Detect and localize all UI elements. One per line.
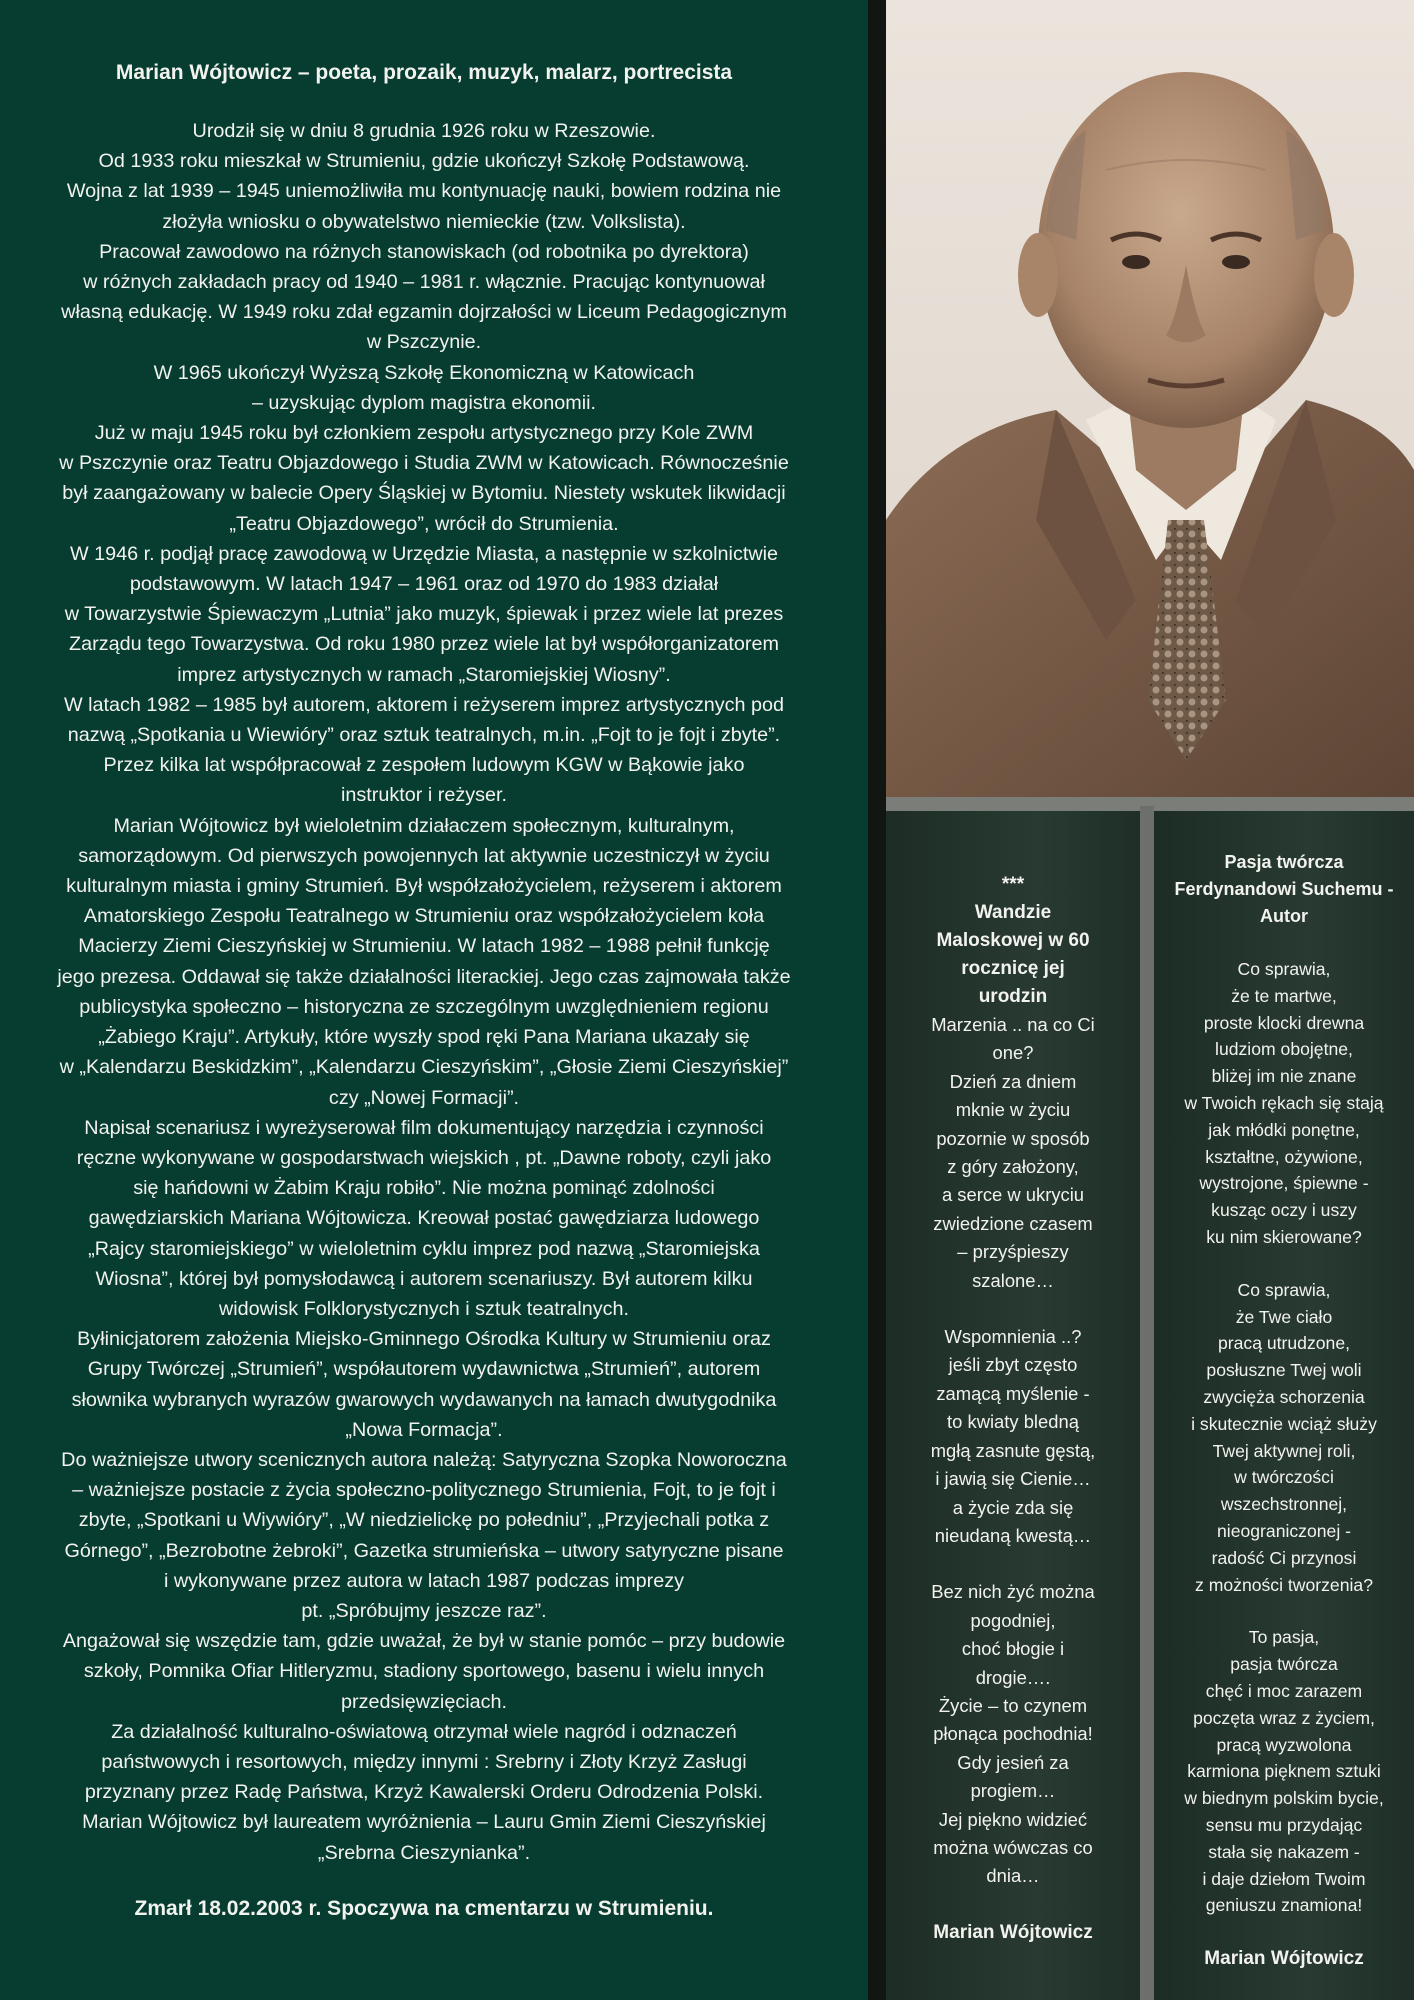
biography-line: przyznany przez Radę Państwa, Krzyż Kawalerski Orderu Odrodzenia Polski. bbox=[84, 1781, 764, 1804]
biography-line: nazwą „Spotkania u Wiewióry” oraz sztuk teatralnych, m.in. „Fojt to je fojt i zbyte”. bbox=[67, 724, 781, 747]
biography-line: Zarządu tego Towarzystwa. Od roku 1980 przez wiele lat był współorganizatorem bbox=[69, 633, 779, 656]
biography-line: w Towarzystwie Śpiewaczym „Lutnia” jako muzyk, śpiewak i przez wiele lat prezes bbox=[64, 603, 784, 626]
biography-line: pt. „Spróbujmy jeszcze raz”. bbox=[301, 1599, 547, 1622]
biography-line: Marian Wójtowicz był wieloletnim działaczem społecznym, kulturalnym, bbox=[113, 814, 735, 837]
biography-line: przedsięwzięciach. bbox=[340, 1690, 508, 1713]
biography-line: w „Kalendarzu Beskidzkim”, „Kalendarzu Cieszyńskim”, „Głosie Ziemi Cieszyńskiej” bbox=[59, 1056, 789, 1079]
biography-line: państwowych i resortowych, między innymi : Srebrny i Złoty Krzyż Zasługi bbox=[101, 1750, 747, 1773]
biography-line: Byłinicjatorem założenia Miejsko-Gminnego Ośrodka Kultury w Strumieniu oraz bbox=[77, 1328, 771, 1351]
biography-line: szkoły, Pomnika Ofiar Hitleryzmu, stadiony sportowego, basenu i wielu innych bbox=[83, 1660, 765, 1683]
biography-line: Za działalność kulturalno-oświatową otrzymał wiele nagród i odznaczeń bbox=[111, 1720, 737, 1743]
biography-line: czy „Nowej Formacji”. bbox=[328, 1086, 520, 1109]
poem-1-stanza: Bez nich żyć można pogodniej, choć błogie i drogie…. Życie – to czynem płonąca pochodnia! Gdy jesień za progiem… Jej piękno widzieć można wówczas co dnia… bbox=[931, 1581, 1095, 1887]
poem-panel-2 bbox=[1154, 811, 1414, 2000]
biography-line: Amatorskiego Zespołu Teatralnego w Strumieniu oraz współzałożycielem koła bbox=[83, 905, 765, 928]
biography-footer: Zmarł 18.02.2003 r. Spoczywa na cmentarzu w Strumieniu. bbox=[134, 1896, 714, 1920]
biography-line: i wykonywane przez autora w latach 1987 podczas imprezy bbox=[163, 1569, 685, 1592]
biography-line: „Srebrna Cieszynianka”. bbox=[317, 1841, 531, 1864]
biography-line: był zaangażowany w balecie Opery Śląskiej w Bytomiu. Niestety wskutek likwidacji bbox=[62, 482, 786, 505]
biography-line: instruktor i reżyser. bbox=[341, 784, 507, 807]
poem-2-stanza: Co sprawia, że te martwe, proste klocki drewna ludziom obojętne, bliżej im nie znane w Twoich rękach się stają jak młódki ponętne, kształtne, ożywione, wystrojone, śpiewne - kusząc oczy i uszy ku nim skierowane? bbox=[1184, 959, 1384, 1247]
poem-panel-1 bbox=[886, 811, 1140, 2000]
portrait-image bbox=[886, 0, 1414, 797]
biography-line: W latach 1982 – 1985 był autorem, aktorem i reżyserem imprez artystycznych pod bbox=[63, 693, 785, 716]
biography-line: jego prezesa. Oddawał się także działalności literackiej. Jego czas zajmowała także bbox=[57, 965, 791, 988]
poem-1-author: Marian Wójtowicz bbox=[933, 1921, 1093, 1943]
biography-line: w różnych zakładach pracy od 1940 – 1981 r. włącznie. Pracując kontynuował bbox=[83, 271, 765, 294]
column-divider bbox=[868, 0, 886, 2000]
biography-line: podstawowym. W latach 1947 – 1961 oraz od 1970 do 1983 działał bbox=[129, 573, 719, 596]
biography-line: własną edukację. W 1949 roku zdał egzamin dojrzałości w Liceum Pedagogicznym bbox=[61, 301, 787, 324]
biography-line: Wojna z lat 1939 – 1945 uniemożliwiła mu kontynuację nauki, bowiem rodzina nie bbox=[66, 180, 782, 203]
biography-line: się hańdowni w Żabim Kraju robiło”. Nie można pominąć zdolności bbox=[133, 1177, 715, 1200]
portrait-photo bbox=[886, 0, 1414, 797]
biography-line: Od 1933 roku mieszkał w Strumieniu, gdzie ukończył Szkołę Podstawową. bbox=[98, 150, 750, 173]
biography-line: Marian Wójtowicz był laureatem wyróżnienia – Lauru Gmin Ziemi Cieszyńskiej bbox=[82, 1811, 766, 1834]
biography-line: Pracował zawodowo na różnych stanowiskach (od robotnika po dyrektora) bbox=[99, 240, 749, 263]
biography-line: Napisał scenariusz i wyreżyserował film dokumentujący narzędzia i czynności bbox=[84, 1116, 764, 1139]
biography-line: Macierzy Ziemi Cieszyńskiej w Strumieniu. W latach 1982 – 1988 pełnił funkcję bbox=[78, 935, 770, 958]
biography-line: kulturalnym miasta i gminy Strumień. Był współzałożycielem, reżyserem i aktorem bbox=[66, 875, 782, 898]
biography-line: w Pszczynie. bbox=[366, 331, 482, 354]
poem-2-stanza: To pasja, pasja twórcza chęć i moc zarazem poczęta wraz z życiem, pracą wyzwolona karmiona pięknem sztuki w biednym polskim bycie, sensu mu przydając stała się nakazem - i daje dziełom Twoim geniuszu znamiona! bbox=[1184, 1627, 1384, 1916]
biography-line: W 1946 r. podjął pracę zawodową w Urzędzie Miasta, a następnie w szkolnictwie bbox=[69, 542, 779, 565]
poem-1-stanza: Marzenia .. na co Ci one? Dzień za dniem mknie w życiu pozornie w sposób z góry założony, a serce w ukryciu zwiedzione czasem – przyśpieszy szalone… bbox=[931, 1014, 1095, 1291]
biography-line: Grupy Twórczej „Strumień”, współautorem wydawnictwa „Strumień”, autorem bbox=[87, 1358, 761, 1381]
biography-line: – uzyskując dyplom magistra ekonomii. bbox=[251, 391, 597, 414]
biography-line: Do ważniejsze utwory scenicznych autora należą: Satyryczna Szopka Noworoczna bbox=[61, 1448, 787, 1471]
biography-line: zbyte, „Spotkani u Wiywióry”, „W niedzielickę po połedniu”, „Przyjechali potka z bbox=[78, 1509, 770, 1532]
biography-line: w Pszczynie oraz Teatru Objazdowego i Studia ZWM w Katowicach. Równocześnie bbox=[59, 452, 789, 475]
biography-line: Wiosna”, której był pomysłodawcą i autorem scenariuszy. Był autorem kilku bbox=[95, 1267, 753, 1290]
poem-2-title: Pasja twórcza Ferdynandowi Suchemu - Autor bbox=[1174, 852, 1394, 926]
biography-line: widowisk Folklorystycznych i sztuk teatralnych. bbox=[218, 1297, 630, 1320]
biography-line: publicystyka społeczno – historyczna ze szczególnym uwzględnieniem regionu bbox=[79, 995, 769, 1018]
biography-title: Marian Wójtowicz – poeta, prozaik, muzyk, malarz, portrecista bbox=[115, 61, 733, 84]
biography-line: „Teatru Objazdowego”, wrócił do Strumienia. bbox=[229, 512, 619, 535]
biography-line: Przez kilka lat współpracował z zespołem ludowym KGW w Bąkowie jako bbox=[103, 754, 745, 777]
biography-content bbox=[0, 58, 848, 1924]
poem-1-stanza: Wspomnienia ..? jeśli zbyt często zamącą myślenie - to kwiaty bledną mgłą zasnute gęstą, i jawią się Cienie… a życie zda się nieudaną kwestą… bbox=[930, 1326, 1096, 1546]
biography-line: złożyła wniosku o obywatelstwo niemieckie (tzw. Volkslista). bbox=[162, 210, 686, 233]
biography-line: Już w maju 1945 roku był członkiem zespołu artystycznego przy Kole ZWM bbox=[94, 422, 754, 445]
biography-line: imprez artystycznych w ramach „Staromiejskiej Wiosny”. bbox=[177, 663, 671, 686]
biography-line: słownika wybranych wyrazów gwarowych wydawanych na łamach dwutygodnika bbox=[71, 1388, 777, 1411]
biography-line: ręczne wykonywane w gospodarstwach wiejskich , pt. „Dawne roboty, czyli jako bbox=[76, 1146, 772, 1169]
biography-line: Górnego”, „Bezrobotne żebroki”, Gazetka strumieńska – utwory satyryczne pisane bbox=[64, 1539, 784, 1562]
biography-text bbox=[0, 116, 848, 1868]
biography-line: W 1965 ukończył Wyższą Szkołę Ekonomiczną w Katowicach bbox=[153, 361, 695, 384]
biography-line: – ważniejsze postacie z życia społeczno-politycznego Strumienia, Fojt, to je fojt i bbox=[72, 1479, 776, 1502]
poem-2-author: Marian Wójtowicz bbox=[1204, 1948, 1364, 1970]
poem-column-divider bbox=[1140, 806, 1154, 2000]
biography-line: gawędziarskich Mariana Wójtowicza. Kreował postać gawędziarza ludowego bbox=[88, 1207, 760, 1230]
biography-line: „Żabiego Kraju”. Artykuły, które wyszły spod ręki Pana Mariana ukazały się bbox=[98, 1026, 750, 1049]
biography-line: „Rajcy staromiejskiego” w wieloletnim cyklu imprez pod nazwą „Staromiejska bbox=[88, 1237, 760, 1260]
biography-line: Angażował się wszędzie tam, gdzie uważał, że był w stanie pomóc – przy budowie bbox=[62, 1630, 786, 1653]
poem-2-stanza: Co sprawia, że Twe ciało pracą utrudzone, posłuszne Twej woli zwycięża schorzenia i skutecznie wciąż służy Twej aktywnej roli, w twórczości wszechstronnej, nieograniczonej - radość Ci przynosi z możności tworzenia? bbox=[1191, 1279, 1377, 1595]
biography-line: samorządowym. Od pierwszych powojennych lat aktywnie uczestniczył w życiu bbox=[78, 844, 770, 867]
biography-line: „Nowa Formacja”. bbox=[345, 1418, 503, 1441]
poem-1-title: *** Wandzie Maloskowej w 60 rocznicę jej urodzin bbox=[936, 874, 1090, 1007]
biography-line: Urodził się w dniu 8 grudnia 1926 roku w Rzeszowie. bbox=[192, 120, 656, 142]
